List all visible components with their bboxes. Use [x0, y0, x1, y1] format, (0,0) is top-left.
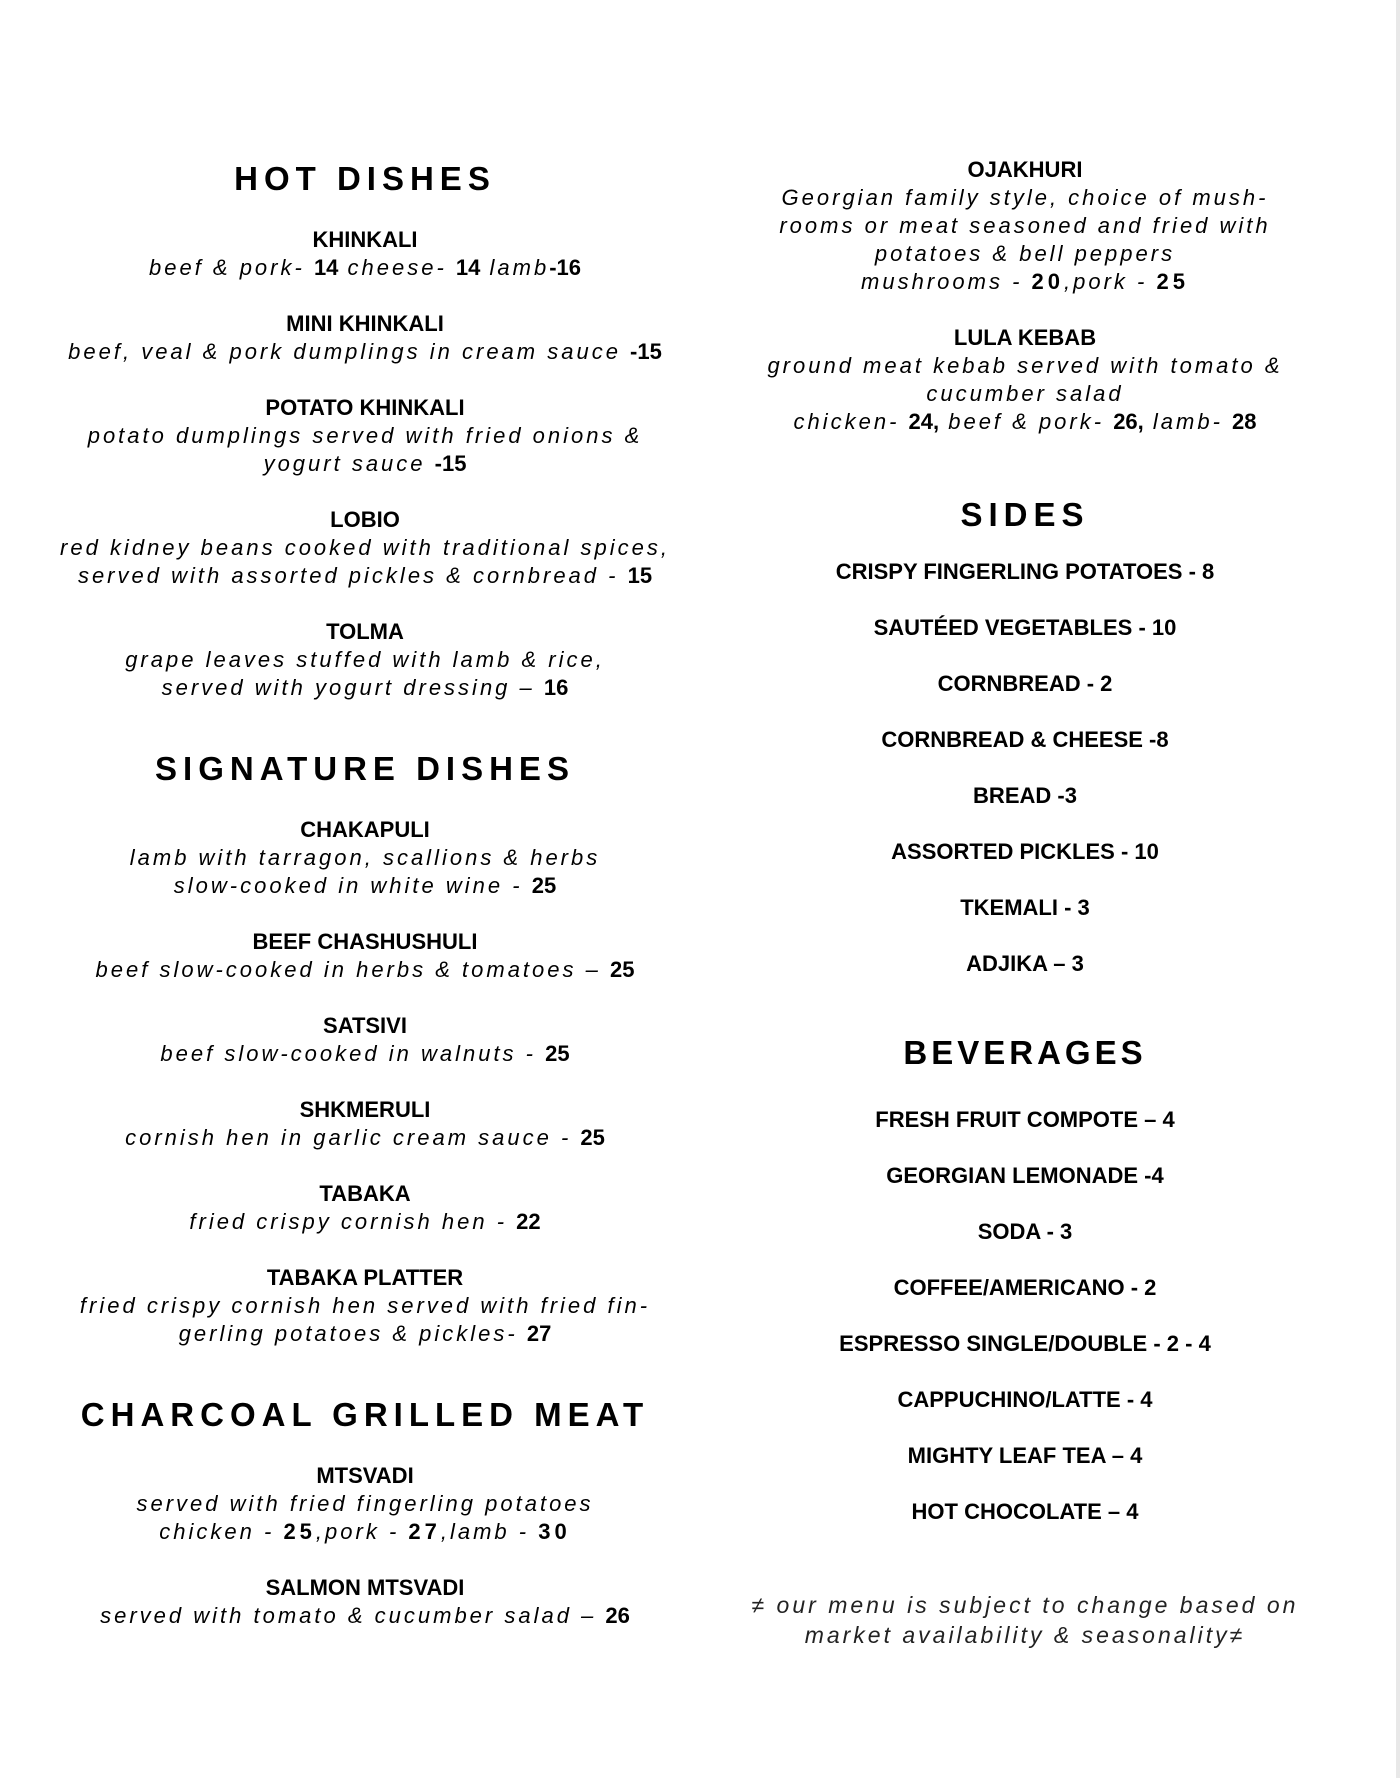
item-desc: cucumber salad — [926, 381, 1124, 406]
item-desc: Georgian family style, choice of mush- — [781, 185, 1269, 210]
item-desc: potatoes & bell peppers — [874, 241, 1176, 266]
menu-item-chakapuli — [0, 816, 730, 900]
menu-item-khinkali — [0, 226, 730, 282]
item-desc: yogurt sauce -15 — [263, 451, 467, 476]
item-desc: fried crispy cornish hen served with fried fin- — [79, 1293, 651, 1318]
signature-dishes-title: SIGNATURE DISHES — [155, 750, 575, 787]
sides-list — [730, 558, 1320, 978]
item-name: SALMON MTSVADI — [265, 1575, 465, 1600]
item-name: BEEF CHASHUSHULI — [252, 929, 478, 954]
beverage-item: GEORGIAN LEMONADE -4 — [886, 1163, 1164, 1188]
beverage-item: ESPRESSO SINGLE/DOUBLE - 2 - 4 — [839, 1331, 1211, 1356]
disclaimer-line: market availability & seasonality≠ — [804, 1622, 1246, 1648]
item-desc: grape leaves stuffed with lamb & rice, — [125, 647, 605, 672]
beverage-item: MIGHTY LEAF TEA – 4 — [907, 1443, 1143, 1468]
item-desc: slow-cooked in white wine - 25 — [173, 873, 557, 898]
menu-disclaimer — [730, 1590, 1320, 1650]
scrollbar[interactable] — [1396, 0, 1400, 1778]
item-name: SHKMERULI — [299, 1097, 431, 1122]
disclaimer-line: ≠ our menu is subject to change based on — [751, 1592, 1299, 1618]
hot-dishes-title: HOT DISHES — [234, 160, 496, 197]
side-item: CORNBREAD - 2 — [937, 671, 1113, 696]
beverage-item: FRESH FRUIT COMPOTE – 4 — [875, 1107, 1175, 1132]
side-item: BREAD -3 — [973, 783, 1077, 808]
item-name: OJAKHURI — [967, 157, 1083, 182]
menu-item-salmon-mtsvadi — [0, 1574, 730, 1630]
item-desc: rooms or meat seasoned and fried with — [779, 213, 1271, 238]
side-item: ADJIKA – 3 — [966, 951, 1084, 976]
side-item: TKEMALI - 3 — [960, 895, 1090, 920]
item-name: LOBIO — [330, 507, 400, 532]
side-item: SAUTÉED VEGETABLES - 10 — [873, 615, 1177, 640]
item-desc: cornish hen in garlic cream sauce - 25 — [125, 1125, 605, 1150]
item-desc: lamb with tarragon, scallions & herbs — [129, 845, 601, 870]
item-desc: served with assorted pickles & cornbread - 15 — [77, 563, 653, 588]
menu-item-lobio — [0, 506, 730, 590]
item-name: KHINKALI — [312, 227, 418, 252]
beverage-item: COFFEE/AMERICANO - 2 — [893, 1275, 1157, 1300]
item-desc: beef slow-cooked in herbs & tomatoes – 25 — [95, 957, 635, 982]
item-name: SATSIVI — [323, 1013, 407, 1038]
menu-item-mini-khinkali — [0, 310, 730, 366]
menu-item-satsivi — [0, 1012, 730, 1068]
item-desc: chicken - 25,pork - 27,lamb - 30 — [159, 1519, 571, 1544]
right-column — [730, 156, 1320, 1650]
menu-item-beef-chashushuli — [0, 928, 730, 984]
beverages-list — [730, 1106, 1320, 1526]
menu-item-tabaka-platter — [0, 1264, 730, 1348]
menu-item-potato-khinkali — [0, 394, 730, 478]
beverage-item: CAPPUCHINO/LATTE - 4 — [897, 1387, 1153, 1412]
beverage-item: SODA - 3 — [977, 1219, 1073, 1244]
item-name: TABAKA PLATTER — [266, 1265, 464, 1290]
item-desc: beef & pork- 14 cheese- 14 lamb-16 — [148, 255, 581, 280]
item-name: MINI KHINKALI — [286, 311, 444, 336]
sides-title: SIDES — [960, 496, 1090, 533]
menu-item-lula-kebab — [730, 324, 1320, 436]
item-desc: mushrooms - 20,pork - 25 — [861, 269, 1189, 294]
item-desc: beef slow-cooked in walnuts - 25 — [160, 1041, 570, 1066]
item-desc: served with fried fingerling potatoes — [136, 1491, 594, 1516]
menu-item-tolma — [0, 618, 730, 702]
item-desc: beef, veal & pork dumplings in cream sauce -15 — [68, 339, 662, 364]
menu-item-mtsvadi — [0, 1462, 730, 1546]
item-desc: red kidney beans cooked with traditional spices, — [60, 535, 670, 560]
item-desc: gerling potatoes & pickles- 27 — [178, 1321, 552, 1346]
item-name: CHAKAPULI — [300, 817, 430, 842]
menu-item-tabaka — [0, 1180, 730, 1236]
beverages-title: BEVERAGES — [903, 1034, 1147, 1071]
item-name: LULA KEBAB — [953, 325, 1097, 350]
item-desc: served with yogurt dressing – 16 — [161, 675, 569, 700]
charcoal-grilled-title: CHARCOAL GRILLED MEAT — [80, 1396, 650, 1433]
item-name: MTSVADI — [316, 1463, 414, 1488]
beverage-item: HOT CHOCOLATE – 4 — [911, 1499, 1139, 1524]
menu-item-ojakhuri — [730, 156, 1320, 296]
item-name: TABAKA — [319, 1181, 411, 1206]
item-desc: served with tomato & cucumber salad – 26 — [100, 1603, 630, 1628]
left-column — [0, 160, 730, 1630]
item-name: POTATO KHINKALI — [265, 395, 465, 420]
item-desc: ground meat kebab served with tomato & — [767, 353, 1283, 378]
item-desc: potato dumplings served with fried onions & — [87, 423, 643, 448]
side-item: CORNBREAD & CHEESE -8 — [881, 727, 1169, 752]
item-desc: fried crispy cornish hen - 22 — [189, 1209, 541, 1234]
item-desc: chicken- 24, beef & pork- 26, lamb- 28 — [793, 409, 1257, 434]
menu-item-shkmeruli — [0, 1096, 730, 1152]
item-name: TOLMA — [326, 619, 404, 644]
side-item: ASSORTED PICKLES - 10 — [891, 839, 1159, 864]
side-item: CRISPY FINGERLING POTATOES - 8 — [835, 559, 1215, 584]
